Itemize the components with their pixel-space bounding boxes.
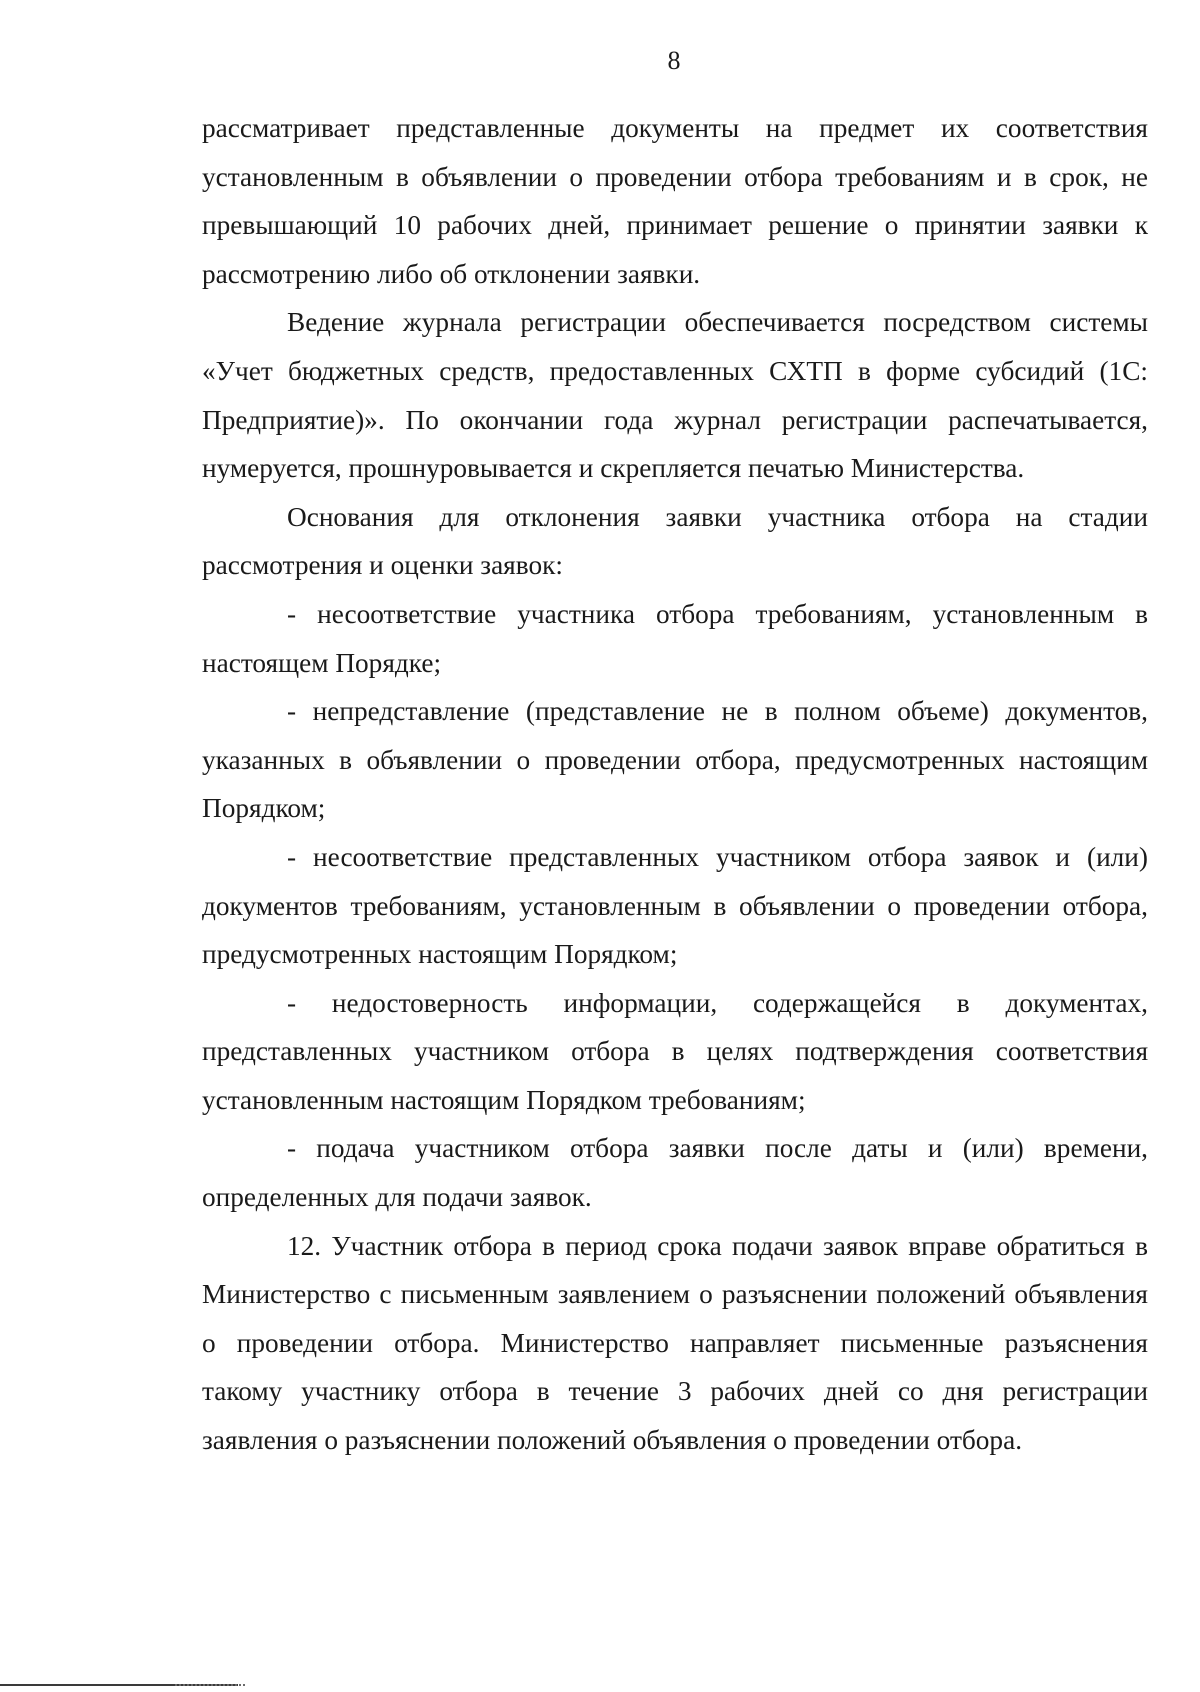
list-item-late-submission: - подача участником отбора заявки после даты и (или) времени, определенных для подачи заявок.: [202, 1133, 1148, 1213]
list-item-requirements-mismatch: - несоответствие участника отбора требованиям, установленным в настоящем Порядке;: [202, 598, 1148, 678]
paragraph-continuation: рассматривает представленные документы на предмет их соответствия установленным в объявлении о проведении отбора требованиям и в срок, не превышающий 10 рабочих дней, принимает решение о принятии заявки к рассмотрению либо об отклонении заявки.: [202, 113, 1148, 289]
paragraph-clarification-request: 12. Участник отбора в период срока подачи заявок вправе обратиться в Министерство с письменным заявлением о разъяснении положений объявления о проведении отбора. Министерство направляет письменные разъяснения такому участнику отбора в течение 3 рабочих дней со дня регистрации заявления о разъяснении положений объявления о проведении отбора.: [202, 1230, 1148, 1456]
list-item-documents-mismatch: - несоответствие представленных участником отбора заявок и (или) документов требованиям, установленным в объявлении о проведении отбора, предусмотренных настоящим Порядком;: [202, 841, 1148, 970]
document-body: [202, 104, 1148, 1465]
list-item-missing-documents: - непредставление (представление не в полном объеме) документов, указанных в объявлении о проведении отбора, предусмотренных настоящим Порядком;: [202, 696, 1148, 824]
paragraph-journal-registration: Ведение журнала регистрации обеспечивается посредством системы «Учет бюджетных средств, предоставленных СХТП в форме субсидий (1С: Предприятие)». По окончании года журнал регистрации распечатывается, нумеруется, прошнуровывается и скрепляется печатью Министерства.: [202, 307, 1148, 484]
page-number: 8: [667, 46, 681, 75]
paragraph-rejection-grounds: Основания для отклонения заявки участника отбора на стадии рассмотрения и оценки заявок:: [202, 501, 1148, 581]
bottom-scan-rule-dotted: [175, 1684, 245, 1686]
list-item-unreliable-information: - недостоверность информации, содержащейся в документах, представленных участником отбора в целях подтверждения соответствия установленным настоящим Порядком требованиям;: [202, 987, 1148, 1115]
